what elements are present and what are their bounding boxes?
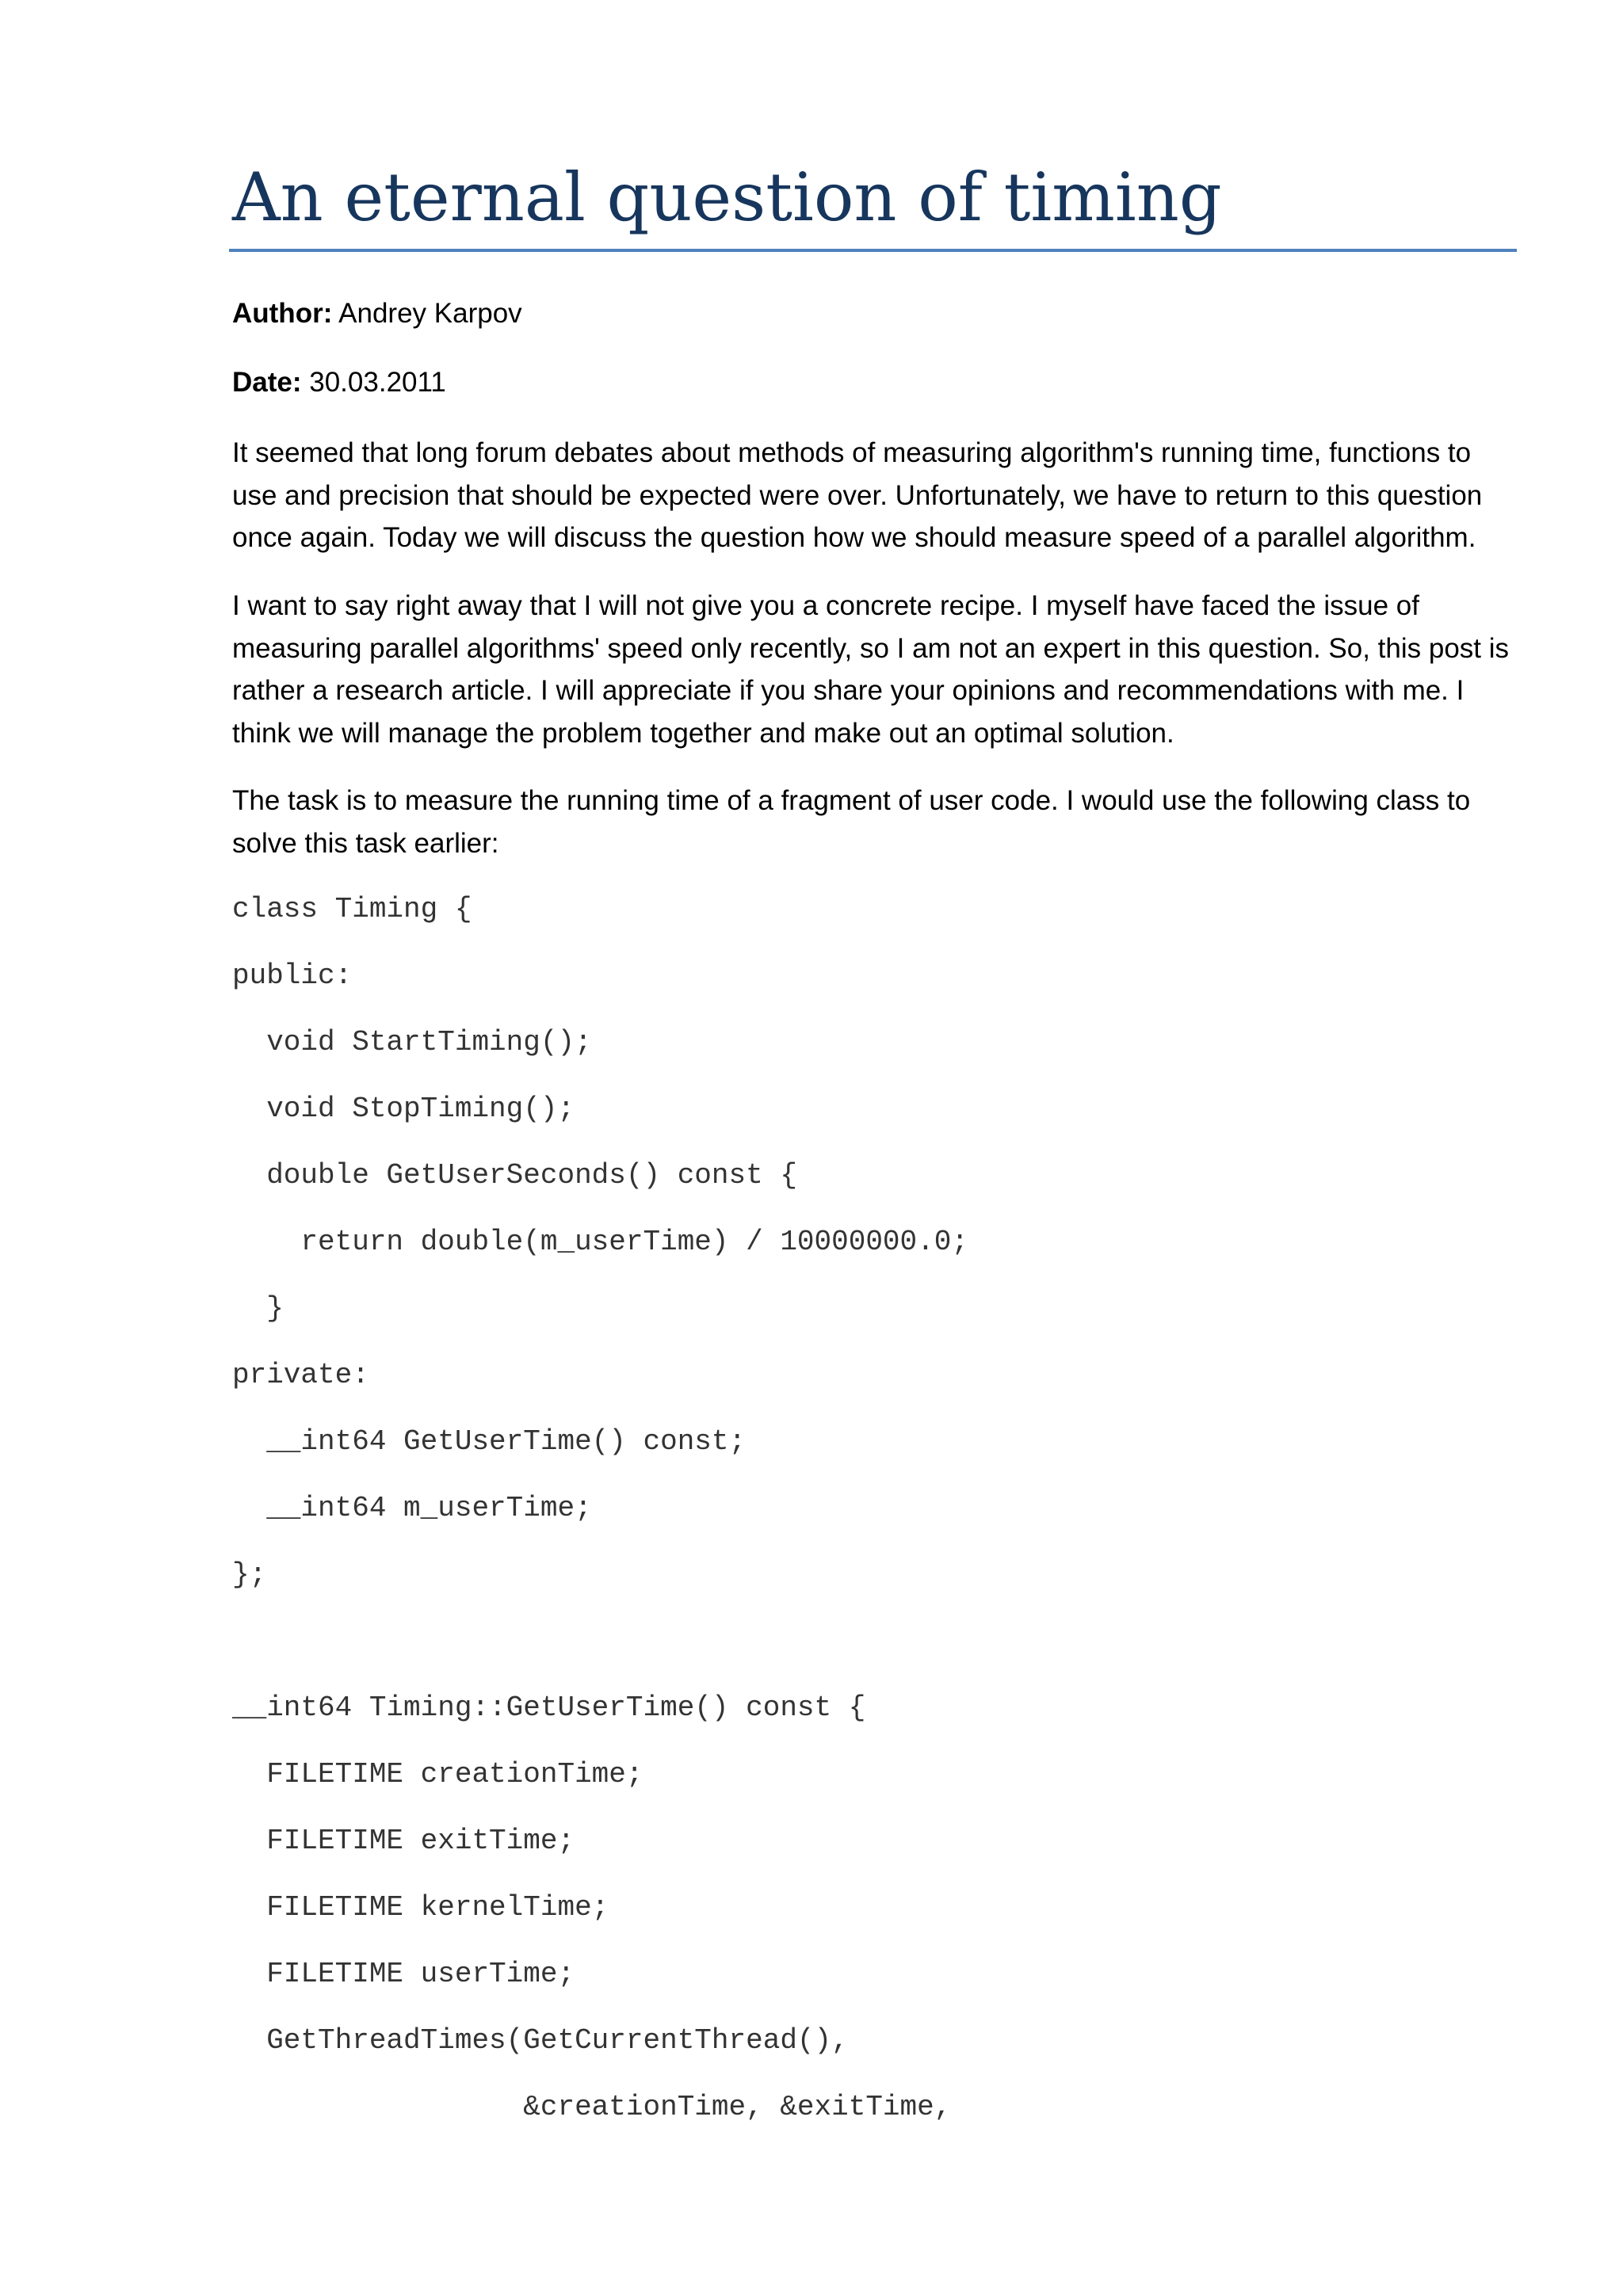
code-line: FILETIME exitTime;	[232, 1825, 575, 1857]
code-line: }	[232, 1292, 284, 1325]
code-line: double GetUserSeconds() const {	[232, 1159, 797, 1192]
paragraph-disclaimer: I want to say right away that I will not give you a concrete recipe. I myself have faced the issue of measuring parallel algorithms' speed only recently, so I am not an expert in this question. So, this post is rather a research article. I will appreciate if you share your opinions and recommendations with me. I think we will manage the problem together and make out an optimal solution.	[232, 590, 1510, 749]
code-line: void StartTiming();	[232, 1026, 592, 1058]
code-line: FILETIME creationTime;	[232, 1758, 643, 1791]
date-label: Date:	[232, 367, 302, 398]
author-line	[232, 295, 522, 333]
code-line: class Timing {	[232, 893, 472, 925]
code-line: FILETIME userTime;	[232, 1958, 575, 1990]
code-line: void StopTiming();	[232, 1093, 575, 1125]
code-line: return double(m_userTime) / 10000000.0;	[232, 1226, 968, 1258]
code-line: __int64 GetUserTime() const;	[232, 1425, 747, 1458]
code-line: &creationTime, &exitTime,	[232, 2091, 952, 2123]
date-line	[232, 364, 446, 402]
code-line: private:	[232, 1359, 369, 1391]
paragraph-task: The task is to measure the running time of a fragment of user code. I would use the following class to solve this task earlier:	[232, 785, 1471, 859]
page-title: An eternal question of timing	[232, 158, 1222, 236]
author-name: Andrey Karpov	[332, 298, 522, 329]
code-line: __int64 Timing::GetUserTime() const {	[232, 1691, 866, 1724]
code-line: };	[232, 1558, 267, 1591]
code-line: GetThreadTimes(GetCurrentThread(),	[232, 2024, 849, 2057]
code-line: FILETIME kernelTime;	[232, 1891, 609, 1924]
date-value: 30.03.2011	[301, 367, 446, 398]
title-block	[232, 151, 1516, 244]
paragraph-intro: It seemed that long forum debates about methods of measuring algorithm's running time, functions to use and precision that should be expected were over. Unfortunately, we have to return to this question once again. Today we will discuss the question how we should measure speed of a parallel algorithm.	[232, 437, 1483, 553]
code-line: public:	[232, 959, 353, 992]
title-underline	[229, 249, 1517, 252]
code-line: __int64 m_userTime;	[232, 1492, 592, 1524]
author-label: Author:	[232, 298, 333, 329]
